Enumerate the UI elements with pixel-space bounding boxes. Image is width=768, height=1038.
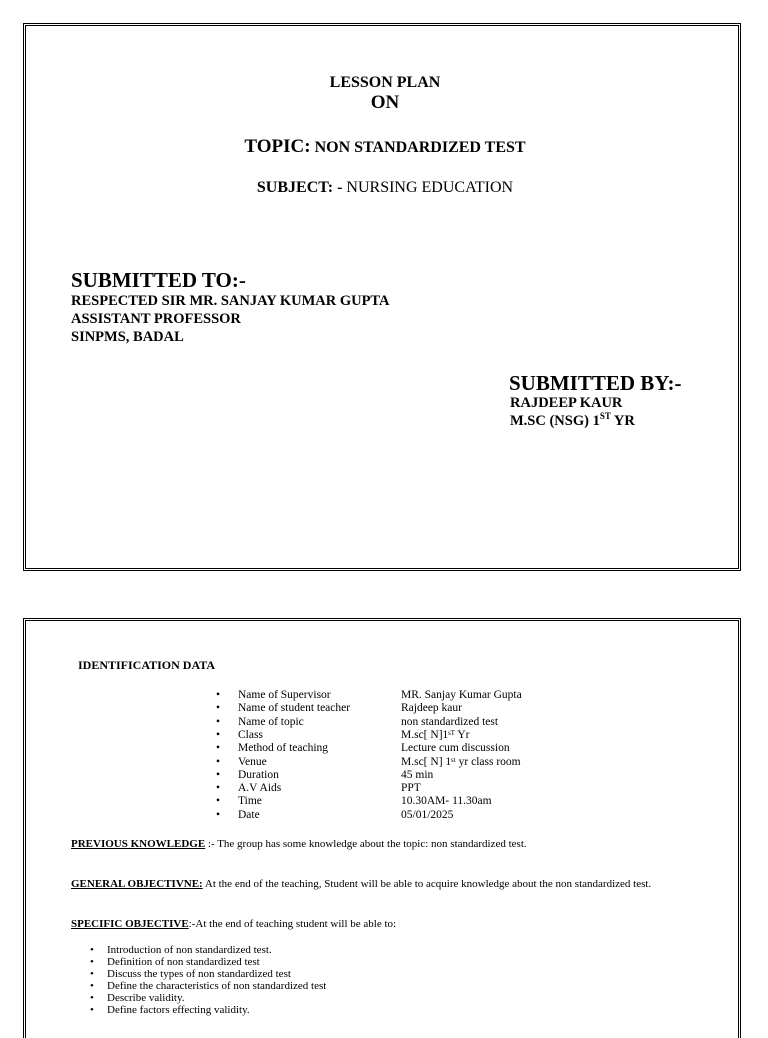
- cover-title-line2: ON: [370, 92, 400, 113]
- bullet: •: [216, 715, 221, 728]
- bullet: •: [90, 1004, 94, 1016]
- subject-label: SUBJECT: -: [256, 179, 343, 196]
- identification-row: [216, 689, 522, 702]
- bullet: •: [216, 795, 221, 808]
- identification-value: M.sc[ N] 1ˢᵗ yr class room: [401, 755, 521, 768]
- bullet: •: [216, 702, 221, 715]
- submitted-by-course: M.SC (NSG) 1ST YR: [510, 411, 635, 429]
- specific-objective-item: [90, 993, 184, 1005]
- identification-value: non standardized test: [401, 715, 499, 728]
- bullet: •: [90, 968, 94, 980]
- identification-row: [216, 756, 521, 769]
- bullet: •: [90, 980, 94, 992]
- identification-value: 05/01/2025: [401, 808, 454, 821]
- submitted-to-line: SINPMS, BADAL: [71, 329, 184, 345]
- specific-objective: [71, 918, 396, 930]
- specific-objective-item: [90, 945, 272, 957]
- submitted-to-line: ASSISTANT PROFESSOR: [71, 311, 241, 327]
- identification-label: Venue: [238, 755, 267, 768]
- identification-row: [216, 795, 492, 808]
- identification-value: 45 min: [401, 768, 434, 781]
- general-objective: [71, 878, 651, 890]
- bullet: •: [216, 742, 221, 755]
- identification-row: [216, 742, 510, 755]
- previous-knowledge-heading: PREVIOUS KNOWLEDGE: [71, 838, 206, 850]
- identification-label: Name of topic: [238, 715, 304, 728]
- identification-label: Date: [238, 808, 260, 821]
- specific-objective-item: [90, 957, 260, 969]
- cover-topic: [26, 136, 744, 158]
- identification-value: PPT: [401, 782, 421, 795]
- general-objective-text: At the end of the teaching, Student will be able to acquire knowledge about the non standardized test.: [202, 878, 652, 890]
- lesson-plan-page: [23, 618, 741, 1038]
- topic-label: TOPIC:: [244, 136, 311, 157]
- identification-value: Rajdeep kaur: [401, 702, 462, 715]
- specific-objective-text: Definition of non standardized test: [107, 956, 260, 968]
- identification-row: [216, 782, 421, 795]
- identification-label: A.V Aids: [238, 782, 282, 795]
- submitted-to-line: RESPECTED SIR MR. SANJAY KUMAR GUPTA: [71, 293, 390, 309]
- identification-row: [216, 809, 453, 822]
- identification-label: Name of Supervisor: [238, 689, 331, 701]
- submitted-by-heading: SUBMITTED BY:-: [509, 371, 682, 395]
- specific-objective-item: [90, 1005, 250, 1017]
- submitted-to-heading: SUBMITTED TO:-: [71, 268, 246, 292]
- specific-objective-text: Introduction of non standardized test.: [107, 944, 272, 956]
- specific-objective-text: Define factors effecting validity.: [107, 1004, 250, 1016]
- identification-label: Time: [238, 795, 262, 808]
- cover-page: [23, 23, 741, 571]
- bullet: •: [90, 944, 94, 956]
- bullet: •: [216, 755, 221, 768]
- specific-objective-text: Describe validity.: [107, 992, 185, 1004]
- identification-value: Lecture cum discussion: [401, 742, 510, 755]
- identification-label: Duration: [238, 768, 279, 781]
- identification-value: 10.30AM- 11.30am: [401, 795, 492, 808]
- identification-value: M.sc[ N]1ˢᵀ Yr: [401, 728, 470, 741]
- identification-label: Class: [238, 728, 263, 741]
- bullet: •: [90, 992, 94, 1004]
- specific-objective-text: Discuss the types of non standardized test: [107, 968, 291, 980]
- identification-row: [216, 702, 462, 715]
- cover-title-line1: LESSON PLAN: [329, 74, 441, 91]
- general-objective-heading: GENERAL OBJECTIVNE:: [71, 878, 203, 890]
- bullet: •: [216, 782, 221, 795]
- subject-value: NURSING EDUCATION: [346, 179, 514, 196]
- bullet: •: [90, 956, 94, 968]
- submitted-by-name: RAJDEEP KAUR: [510, 395, 623, 411]
- specific-objective-text: Define the characteristics of non standardized test: [107, 980, 327, 992]
- specific-objective-heading: SPECIFIC OBJECTIVE: [71, 918, 189, 930]
- identification-row: [216, 729, 469, 742]
- cover-subject: [26, 179, 744, 197]
- specific-objective-text: :-At the end of teaching student will be able to:: [188, 918, 397, 930]
- identification-label: Method of teaching: [238, 742, 329, 755]
- identification-heading: IDENTIFICATION DATA: [78, 658, 216, 672]
- identification-row: [216, 716, 498, 729]
- topic-value: NON STANDARDIZED TEST: [314, 139, 526, 156]
- bullet: •: [216, 768, 221, 781]
- bullet: •: [216, 689, 221, 701]
- specific-objective-item: [90, 969, 291, 981]
- previous-knowledge-text: :- The group has some knowledge about the topic: non standardized test.: [205, 838, 527, 850]
- specific-objective-item: [90, 981, 326, 993]
- identification-label: Name of student teacher: [238, 702, 351, 715]
- identification-value: MR. Sanjay Kumar Gupta: [401, 689, 522, 701]
- previous-knowledge: [71, 838, 527, 850]
- bullet: •: [216, 728, 221, 741]
- bullet: •: [216, 808, 221, 821]
- identification-row: [216, 769, 433, 782]
